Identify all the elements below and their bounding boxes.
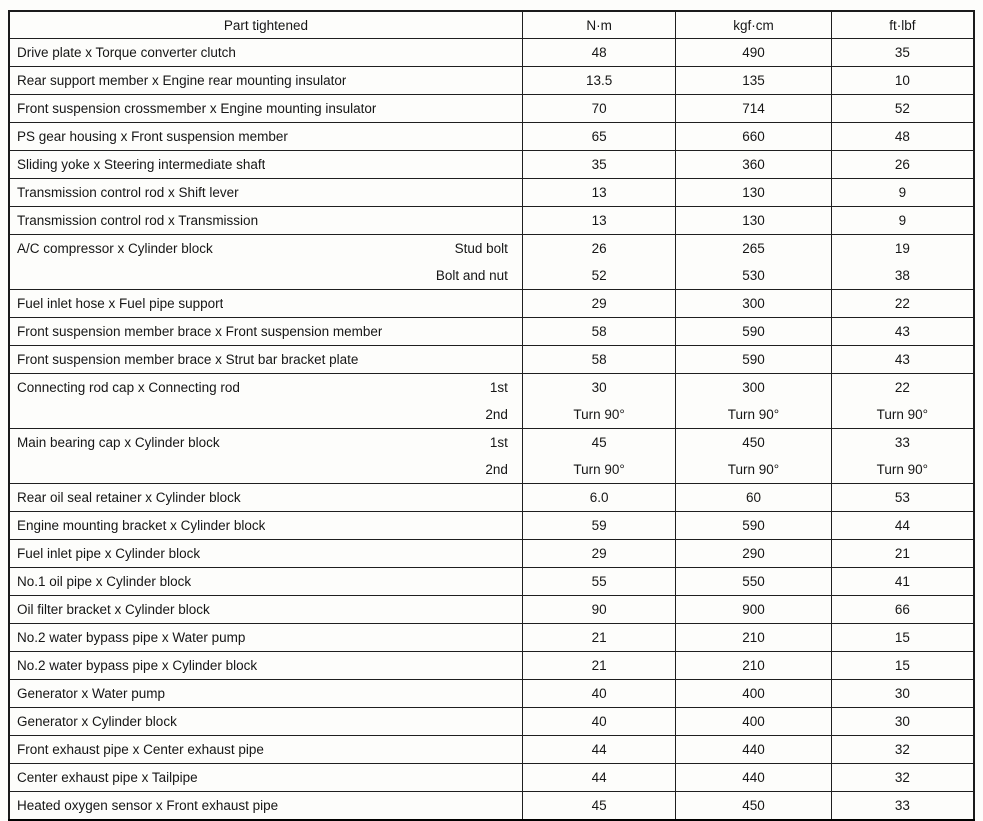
part-line (10, 652, 522, 679)
value: 21 (591, 658, 607, 673)
part-line (10, 39, 522, 66)
value-cell-nm (522, 151, 675, 179)
value-cell-ftlbf (831, 708, 974, 736)
part-line (10, 95, 522, 122)
value: 44 (591, 770, 607, 785)
value-cell-kgfcm (676, 374, 831, 429)
part-cell (9, 484, 522, 512)
value-cell-kgfcm (676, 179, 831, 207)
value: 265 (742, 241, 765, 256)
value-cell-nm (522, 652, 675, 680)
value-cell-nm (522, 235, 675, 290)
value-cell-ftlbf (831, 318, 974, 346)
part-line (10, 207, 522, 234)
part-cell (9, 792, 522, 821)
value: 300 (742, 296, 765, 311)
value: 52 (591, 268, 607, 283)
part-cell (9, 207, 522, 235)
value: 70 (591, 101, 607, 116)
part-name: Oil filter bracket x Cylinder block (17, 602, 210, 617)
value: 44 (591, 742, 607, 757)
value-cell-kgfcm (676, 67, 831, 95)
part-line (10, 67, 522, 94)
part-cell (9, 680, 522, 708)
value-cell-kgfcm (676, 39, 831, 67)
value: 15 (894, 658, 910, 673)
table-row (9, 736, 974, 764)
value: Turn 90° (727, 462, 780, 477)
value: 40 (591, 714, 607, 729)
table-row (9, 290, 974, 318)
value-cell-nm (522, 708, 675, 736)
value-cell-kgfcm (676, 792, 831, 821)
table-row (9, 39, 974, 67)
table-row (9, 123, 974, 151)
part-line (10, 540, 522, 567)
value-cell-nm (522, 792, 675, 821)
part-name: Fuel inlet hose x Fuel pipe support (17, 296, 224, 311)
value: Turn 90° (876, 462, 929, 477)
part-line (10, 484, 522, 511)
value: 590 (742, 352, 765, 367)
part-line (10, 429, 522, 456)
part-name: Fuel inlet pipe x Cylinder block (17, 546, 201, 561)
value-cell-kgfcm (676, 95, 831, 123)
value-cell-ftlbf (831, 151, 974, 179)
value-cell-kgfcm (676, 151, 831, 179)
value: 15 (894, 630, 910, 645)
value: 450 (742, 435, 765, 450)
value: 660 (742, 129, 765, 144)
value-cell-nm (522, 540, 675, 568)
value-cell-kgfcm (676, 568, 831, 596)
table-body (9, 39, 974, 821)
part-name: Transmission control rod x Transmission (17, 213, 259, 228)
value-cell-nm (522, 318, 675, 346)
value: 13 (591, 213, 607, 228)
value-cell-kgfcm (676, 346, 831, 374)
table-row (9, 429, 974, 484)
value-cell-ftlbf (831, 429, 974, 484)
part-cell (9, 95, 522, 123)
part-cell (9, 764, 522, 792)
part-name: Front suspension crossmember x Engine mounting insulator (17, 101, 377, 116)
value: 30 (894, 714, 910, 729)
col-header-part-tightened: Part tightened (9, 11, 522, 39)
value-cell-nm (522, 596, 675, 624)
part-line (10, 262, 522, 289)
part-line (10, 568, 522, 595)
value: 43 (894, 352, 910, 367)
value: 35 (894, 45, 910, 60)
value: 29 (591, 546, 607, 561)
value-cell-nm (522, 123, 675, 151)
value-cell-kgfcm (676, 512, 831, 540)
col-header-nm: N·m (522, 11, 675, 39)
value: 590 (742, 518, 765, 533)
value: 52 (894, 101, 910, 116)
value: 55 (591, 574, 607, 589)
value: 210 (742, 630, 765, 645)
part-name: Engine mounting bracket x Cylinder block (17, 518, 266, 533)
part-name: Generator x Water pump (17, 686, 166, 701)
value: 9 (898, 185, 907, 200)
value-cell-ftlbf (831, 484, 974, 512)
part-line (10, 290, 522, 317)
value-cell-nm (522, 680, 675, 708)
value-cell-ftlbf (831, 39, 974, 67)
value: 30 (591, 380, 607, 395)
part-cell (9, 346, 522, 374)
value-cell-ftlbf (831, 374, 974, 429)
table-row (9, 374, 974, 429)
part-line (10, 512, 522, 539)
value-cell-ftlbf (831, 568, 974, 596)
value-cell-nm (522, 736, 675, 764)
value: Turn 90° (573, 462, 625, 477)
sub-label: 1st (489, 435, 508, 450)
value-cell-nm (522, 39, 675, 67)
value-cell-ftlbf (831, 207, 974, 235)
part-cell (9, 624, 522, 652)
part-line (10, 624, 522, 651)
part-cell (9, 596, 522, 624)
value: 19 (894, 241, 910, 256)
table-row (9, 318, 974, 346)
value: 35 (591, 157, 607, 172)
table-row (9, 512, 974, 540)
part-name: A/C compressor x Cylinder block (17, 241, 213, 256)
value-cell-nm (522, 179, 675, 207)
value-cell-kgfcm (676, 123, 831, 151)
value: 9 (898, 213, 907, 228)
value: 58 (591, 324, 607, 339)
value: 130 (742, 185, 765, 200)
part-cell (9, 736, 522, 764)
value: 400 (742, 714, 765, 729)
value: 65 (591, 129, 607, 144)
value-cell-nm (522, 67, 675, 95)
part-cell (9, 512, 522, 540)
value: 300 (742, 380, 765, 395)
part-line (10, 792, 522, 819)
part-line (10, 764, 522, 791)
value: Turn 90° (876, 407, 929, 422)
value-cell-kgfcm (676, 318, 831, 346)
table-row (9, 207, 974, 235)
value: 48 (591, 45, 607, 60)
value: 440 (742, 770, 765, 785)
value: 714 (742, 101, 765, 116)
part-cell (9, 290, 522, 318)
value: Turn 90° (573, 407, 625, 422)
table-row (9, 708, 974, 736)
value: 440 (742, 742, 765, 757)
part-name: Center exhaust pipe x Tailpipe (17, 770, 198, 785)
part-line (10, 680, 522, 707)
value-cell-nm (522, 95, 675, 123)
table-row (9, 792, 974, 821)
value-cell-kgfcm (676, 235, 831, 290)
part-line (10, 123, 522, 150)
part-cell (9, 540, 522, 568)
part-cell (9, 318, 522, 346)
value-cell-ftlbf (831, 540, 974, 568)
value-cell-kgfcm (676, 708, 831, 736)
part-line (10, 456, 522, 483)
value-cell-ftlbf (831, 736, 974, 764)
value: 400 (742, 686, 765, 701)
table-row (9, 540, 974, 568)
value-cell-kgfcm (676, 596, 831, 624)
part-name: No.1 oil pipe x Cylinder block (17, 574, 192, 589)
value: 33 (894, 798, 910, 813)
value-cell-nm (522, 290, 675, 318)
table-row (9, 484, 974, 512)
part-line (10, 151, 522, 178)
value-cell-nm (522, 346, 675, 374)
table-row (9, 346, 974, 374)
value: 66 (894, 602, 910, 617)
value: 45 (591, 798, 607, 813)
part-name: Front exhaust pipe x Center exhaust pipe (17, 742, 264, 757)
value: 6.0 (589, 490, 609, 505)
value: 450 (742, 798, 765, 813)
col-header-kgfcm: kgf·cm (676, 11, 831, 39)
sub-label: 2nd (485, 462, 508, 477)
value: 32 (894, 742, 910, 757)
sub-label: Bolt and nut (435, 268, 508, 283)
part-name: No.2 water bypass pipe x Cylinder block (17, 658, 258, 673)
sub-label: 2nd (485, 407, 508, 422)
value: 135 (742, 73, 765, 88)
part-name: Front suspension member brace x Front suspension member (17, 324, 383, 339)
table-row (9, 568, 974, 596)
part-line (10, 401, 522, 428)
table-row (9, 652, 974, 680)
value-cell-nm (522, 429, 675, 484)
part-cell (9, 123, 522, 151)
value-cell-kgfcm (676, 680, 831, 708)
part-line (10, 346, 522, 373)
part-line (10, 708, 522, 735)
part-name: Generator x Cylinder block (17, 714, 177, 729)
value-cell-ftlbf (831, 179, 974, 207)
part-cell (9, 568, 522, 596)
value-cell-ftlbf (831, 764, 974, 792)
part-cell (9, 235, 522, 290)
table-row (9, 67, 974, 95)
torque-spec-table (8, 10, 975, 821)
value: 26 (591, 241, 607, 256)
value: 210 (742, 658, 765, 673)
part-cell (9, 179, 522, 207)
table-row (9, 151, 974, 179)
table-row (9, 764, 974, 792)
part-cell (9, 39, 522, 67)
value: 13 (591, 185, 607, 200)
value-cell-ftlbf (831, 346, 974, 374)
value: 30 (894, 686, 910, 701)
value-cell-nm (522, 568, 675, 596)
value-cell-ftlbf (831, 67, 974, 95)
part-line (10, 374, 522, 401)
col-header-ftlbf: ft·lbf (831, 11, 974, 39)
value: 44 (894, 518, 910, 533)
part-line (10, 235, 522, 262)
value: 550 (742, 574, 765, 589)
table-row (9, 680, 974, 708)
part-name: No.2 water bypass pipe x Water pump (17, 630, 246, 645)
value-cell-nm (522, 512, 675, 540)
value: 900 (742, 602, 765, 617)
value: 32 (894, 770, 910, 785)
part-line (10, 318, 522, 345)
value: 590 (742, 324, 765, 339)
value-cell-ftlbf (831, 596, 974, 624)
part-cell (9, 652, 522, 680)
value: 21 (894, 546, 910, 561)
value-cell-kgfcm (676, 290, 831, 318)
part-name: Transmission control rod x Shift lever (17, 185, 239, 200)
value-cell-kgfcm (676, 484, 831, 512)
value: 40 (591, 686, 607, 701)
value-cell-nm (522, 374, 675, 429)
value-cell-ftlbf (831, 95, 974, 123)
part-name: Front suspension member brace x Strut bar bracket plate (17, 352, 359, 367)
part-cell (9, 151, 522, 179)
header-row (9, 11, 974, 39)
part-name: Connecting rod cap x Connecting rod (17, 380, 240, 395)
part-name: Sliding yoke x Steering intermediate shaft (17, 157, 266, 172)
value-cell-ftlbf (831, 235, 974, 290)
table-row (9, 235, 974, 290)
value-cell-ftlbf (831, 512, 974, 540)
value: 22 (894, 296, 910, 311)
part-name: PS gear housing x Front suspension member (17, 129, 288, 144)
value-cell-kgfcm (676, 429, 831, 484)
part-name: Rear oil seal retainer x Cylinder block (17, 490, 241, 505)
part-cell (9, 708, 522, 736)
value: 33 (894, 435, 910, 450)
value-cell-ftlbf (831, 123, 974, 151)
value: 21 (591, 630, 607, 645)
value-cell-kgfcm (676, 764, 831, 792)
table-row (9, 596, 974, 624)
part-name: Drive plate x Torque converter clutch (17, 45, 236, 60)
value-cell-nm (522, 624, 675, 652)
part-name: Heated oxygen sensor x Front exhaust pipe (17, 798, 279, 813)
part-cell (9, 429, 522, 484)
part-cell (9, 374, 522, 429)
value-cell-ftlbf (831, 290, 974, 318)
value: 10 (894, 73, 910, 88)
value: 45 (591, 435, 607, 450)
value: 48 (894, 129, 910, 144)
value: 90 (591, 602, 607, 617)
value: 22 (894, 380, 910, 395)
value: 53 (894, 490, 910, 505)
value: 26 (894, 157, 910, 172)
part-cell (9, 67, 522, 95)
value: 360 (742, 157, 765, 172)
value: 43 (894, 324, 910, 339)
part-line (10, 179, 522, 206)
table-row (9, 179, 974, 207)
part-name: Rear support member x Engine rear mounting insulator (17, 73, 347, 88)
value-cell-ftlbf (831, 624, 974, 652)
value: 130 (742, 213, 765, 228)
value: 530 (742, 268, 765, 283)
table-row (9, 95, 974, 123)
value: Turn 90° (727, 407, 780, 422)
part-line (10, 736, 522, 763)
value-cell-ftlbf (831, 680, 974, 708)
table-row (9, 624, 974, 652)
value: 490 (742, 45, 765, 60)
sub-label: 1st (489, 380, 508, 395)
value: 38 (894, 268, 910, 283)
value-cell-kgfcm (676, 540, 831, 568)
value-cell-kgfcm (676, 624, 831, 652)
value-cell-nm (522, 207, 675, 235)
value: 29 (591, 296, 607, 311)
value-cell-nm (522, 764, 675, 792)
value: 41 (894, 574, 910, 589)
part-line (10, 596, 522, 623)
value-cell-kgfcm (676, 652, 831, 680)
value: 58 (591, 352, 607, 367)
value: 13.5 (585, 73, 613, 88)
value-cell-ftlbf (831, 652, 974, 680)
value-cell-nm (522, 484, 675, 512)
value-cell-kgfcm (676, 736, 831, 764)
value: 290 (742, 546, 765, 561)
value-cell-ftlbf (831, 792, 974, 821)
sub-label: Stud bolt (454, 241, 508, 256)
value: 60 (745, 490, 761, 505)
value: 59 (591, 518, 607, 533)
value-cell-kgfcm (676, 207, 831, 235)
part-name: Main bearing cap x Cylinder block (17, 435, 220, 450)
